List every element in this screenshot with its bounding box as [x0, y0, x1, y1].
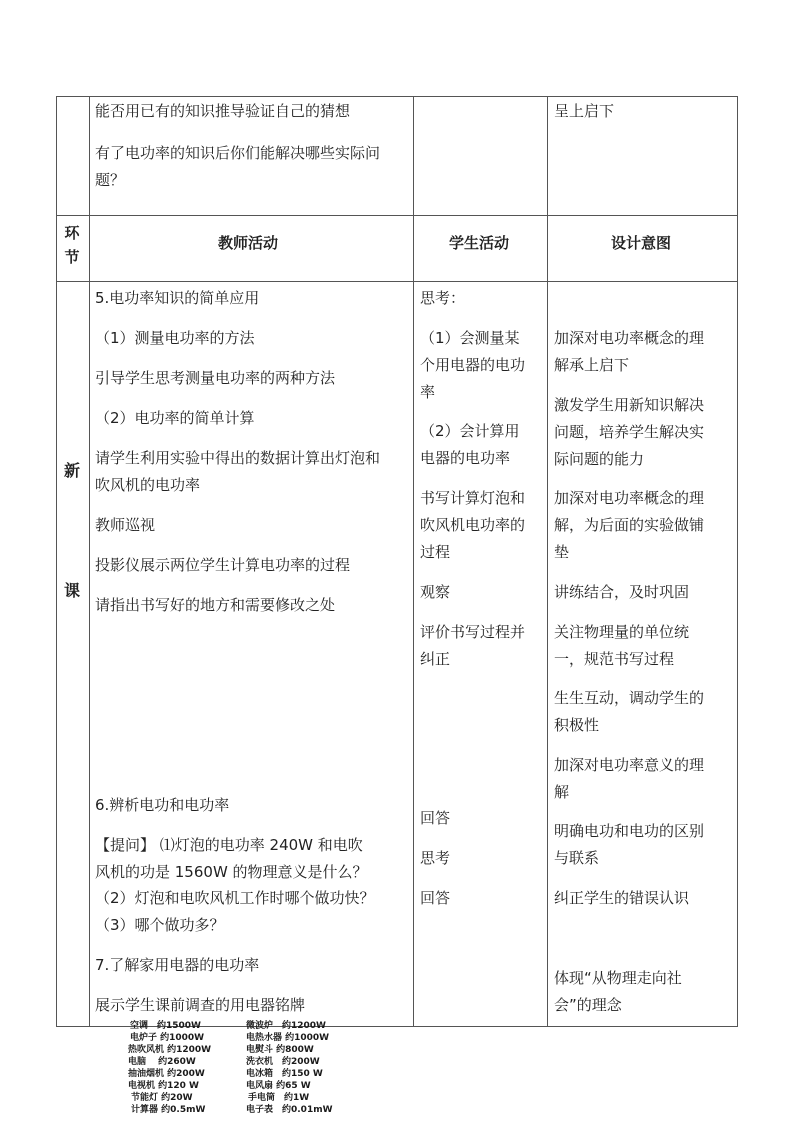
- row-divider-header-top: [56, 215, 738, 216]
- teacher-line: 教师巡视: [95, 516, 156, 534]
- design-line: 解承上启下: [554, 356, 630, 374]
- table-border-right: [737, 96, 738, 1027]
- col-divider-stage: [89, 96, 90, 1027]
- student-line: 纠正: [420, 650, 451, 668]
- design-line: 会”的理念: [554, 996, 622, 1014]
- student-line: 思考：: [420, 289, 466, 307]
- appliance-left: 电脑 约260W: [128, 1057, 196, 1067]
- student-line: （1）会测量某: [420, 329, 520, 347]
- teacher-line: （1）测量电功率的方法: [95, 329, 255, 347]
- appliance-right: 电热水器 约1000W: [246, 1033, 330, 1043]
- header-student-activity: 学生活动: [449, 234, 510, 252]
- teacher-line: 【提问】 ⑴灯泡的电功率 240W 和电吹: [95, 836, 363, 854]
- table-border-left: [56, 96, 57, 1027]
- design-line: 体现“从物理走向社: [554, 969, 682, 987]
- top-teacher-line-1: 能否用已有的知识推导验证自己的猜想: [95, 102, 351, 120]
- design-line: 际问题的能力: [554, 450, 645, 468]
- stage-char-2: 课: [63, 581, 80, 600]
- header-stage-char-2: 节: [64, 248, 80, 266]
- appliance-left: 电视机 约120 W: [128, 1081, 199, 1091]
- teacher-line: （3）哪个做功多？: [95, 916, 225, 934]
- teacher-line: 7.了解家用电器的电功率: [95, 956, 260, 974]
- design-line: 加深对电功率概念的理: [554, 329, 705, 347]
- student-line: 思考: [420, 849, 451, 867]
- design-line: 纠正学生的错误认识: [554, 889, 690, 907]
- appliance-left: 电炉子 约1000W: [130, 1033, 205, 1043]
- student-line: 观察: [420, 583, 451, 601]
- student-line: 电器的电功率: [420, 449, 511, 467]
- top-teacher-line-2: 有了电功率的知识后你们能解决哪些实际问: [95, 144, 381, 162]
- appliance-right: 电熨斗 约800W: [246, 1045, 314, 1055]
- student-line: 吹风机电功率的: [420, 516, 526, 534]
- header-stage-char-1: 环: [64, 224, 80, 242]
- student-line: 回答: [420, 809, 451, 827]
- stage-char-1: 新: [63, 461, 80, 480]
- appliance-right: 电风扇 约65 W: [246, 1081, 311, 1091]
- appliance-right: 微波炉 约1200W: [246, 1021, 326, 1031]
- table-border-top: [56, 96, 738, 97]
- student-line: 评价书写过程并: [420, 623, 526, 641]
- teacher-line: 吹风机的电功率: [95, 476, 201, 494]
- row-divider-header-bottom: [56, 281, 738, 282]
- teacher-line: （2）灯泡和电吹风机工作时哪个做功快？: [95, 889, 375, 907]
- design-line: 与联系: [554, 849, 600, 867]
- student-line: 回答: [420, 889, 451, 907]
- col-divider-student: [547, 96, 548, 1027]
- student-line: 书写计算灯泡和: [420, 489, 526, 507]
- teacher-line: 请指出书写好的地方和需要修改之处: [95, 596, 336, 614]
- design-line: 关注物理量的单位统: [554, 623, 690, 641]
- teacher-line: （2）电功率的简单计算: [95, 409, 255, 427]
- design-line: 问题，培养学生解决实: [554, 423, 705, 441]
- header-teacher-activity: 教师活动: [218, 234, 279, 252]
- teacher-line: 引导学生思考测量电功率的两种方法: [95, 369, 336, 387]
- header-design-intent: 设计意图: [611, 234, 672, 252]
- design-line: 讲练结合，及时巩固: [554, 583, 690, 601]
- top-teacher-line-3: 题？: [95, 171, 126, 189]
- appliance-left: 抽油烟机 约200W: [128, 1069, 205, 1079]
- design-line: 加深对电功率意义的理: [554, 756, 705, 774]
- appliance-left: 计算器 约0.5mW: [131, 1105, 206, 1115]
- appliance-left: 节能灯 约20W: [131, 1093, 193, 1103]
- appliance-left: 热吹风机 约1200W: [128, 1045, 212, 1055]
- teacher-line: 请学生利用实验中得出的数据计算出灯泡和: [95, 449, 381, 467]
- design-line: 积极性: [554, 716, 600, 734]
- appliance-right: 电子表 约0.01mW: [246, 1105, 333, 1115]
- appliance-right: 洗衣机 约200W: [246, 1057, 320, 1067]
- student-line: （2）会计算用: [420, 422, 520, 440]
- student-line: 个用电器的电功: [420, 356, 526, 374]
- design-line: 解: [554, 783, 570, 801]
- design-line: 生生互动，调动学生的: [554, 689, 705, 707]
- design-line: 垫: [554, 543, 570, 561]
- top-design-text: 呈上启下: [554, 102, 615, 120]
- teacher-line: 投影仪展示两位学生计算电功率的过程: [95, 556, 351, 574]
- student-line: 率: [420, 383, 436, 401]
- teacher-line: 5.电功率知识的简单应用: [95, 289, 260, 307]
- design-line: 明确电功和电功的区别: [554, 822, 705, 840]
- design-line: 一，规范书写过程: [554, 650, 675, 668]
- student-line: 过程: [420, 543, 451, 561]
- design-line: 加深对电功率概念的理: [554, 489, 705, 507]
- appliance-left: 空调 约1500W: [130, 1021, 201, 1031]
- appliance-right: 电冰箱 约150 W: [246, 1069, 323, 1079]
- design-line: 解，为后面的实验做铺: [554, 516, 705, 534]
- teacher-line: 展示学生课前调查的用电器铭牌: [95, 996, 306, 1014]
- teacher-line: 6.辨析电功和电功率: [95, 796, 230, 814]
- appliance-right: 手电筒 约1W: [248, 1093, 310, 1103]
- design-line: 激发学生用新知识解决: [554, 396, 705, 414]
- teacher-line: 风机的功是 1560W 的物理意义是什么？: [95, 863, 368, 881]
- col-divider-teacher: [413, 96, 414, 1027]
